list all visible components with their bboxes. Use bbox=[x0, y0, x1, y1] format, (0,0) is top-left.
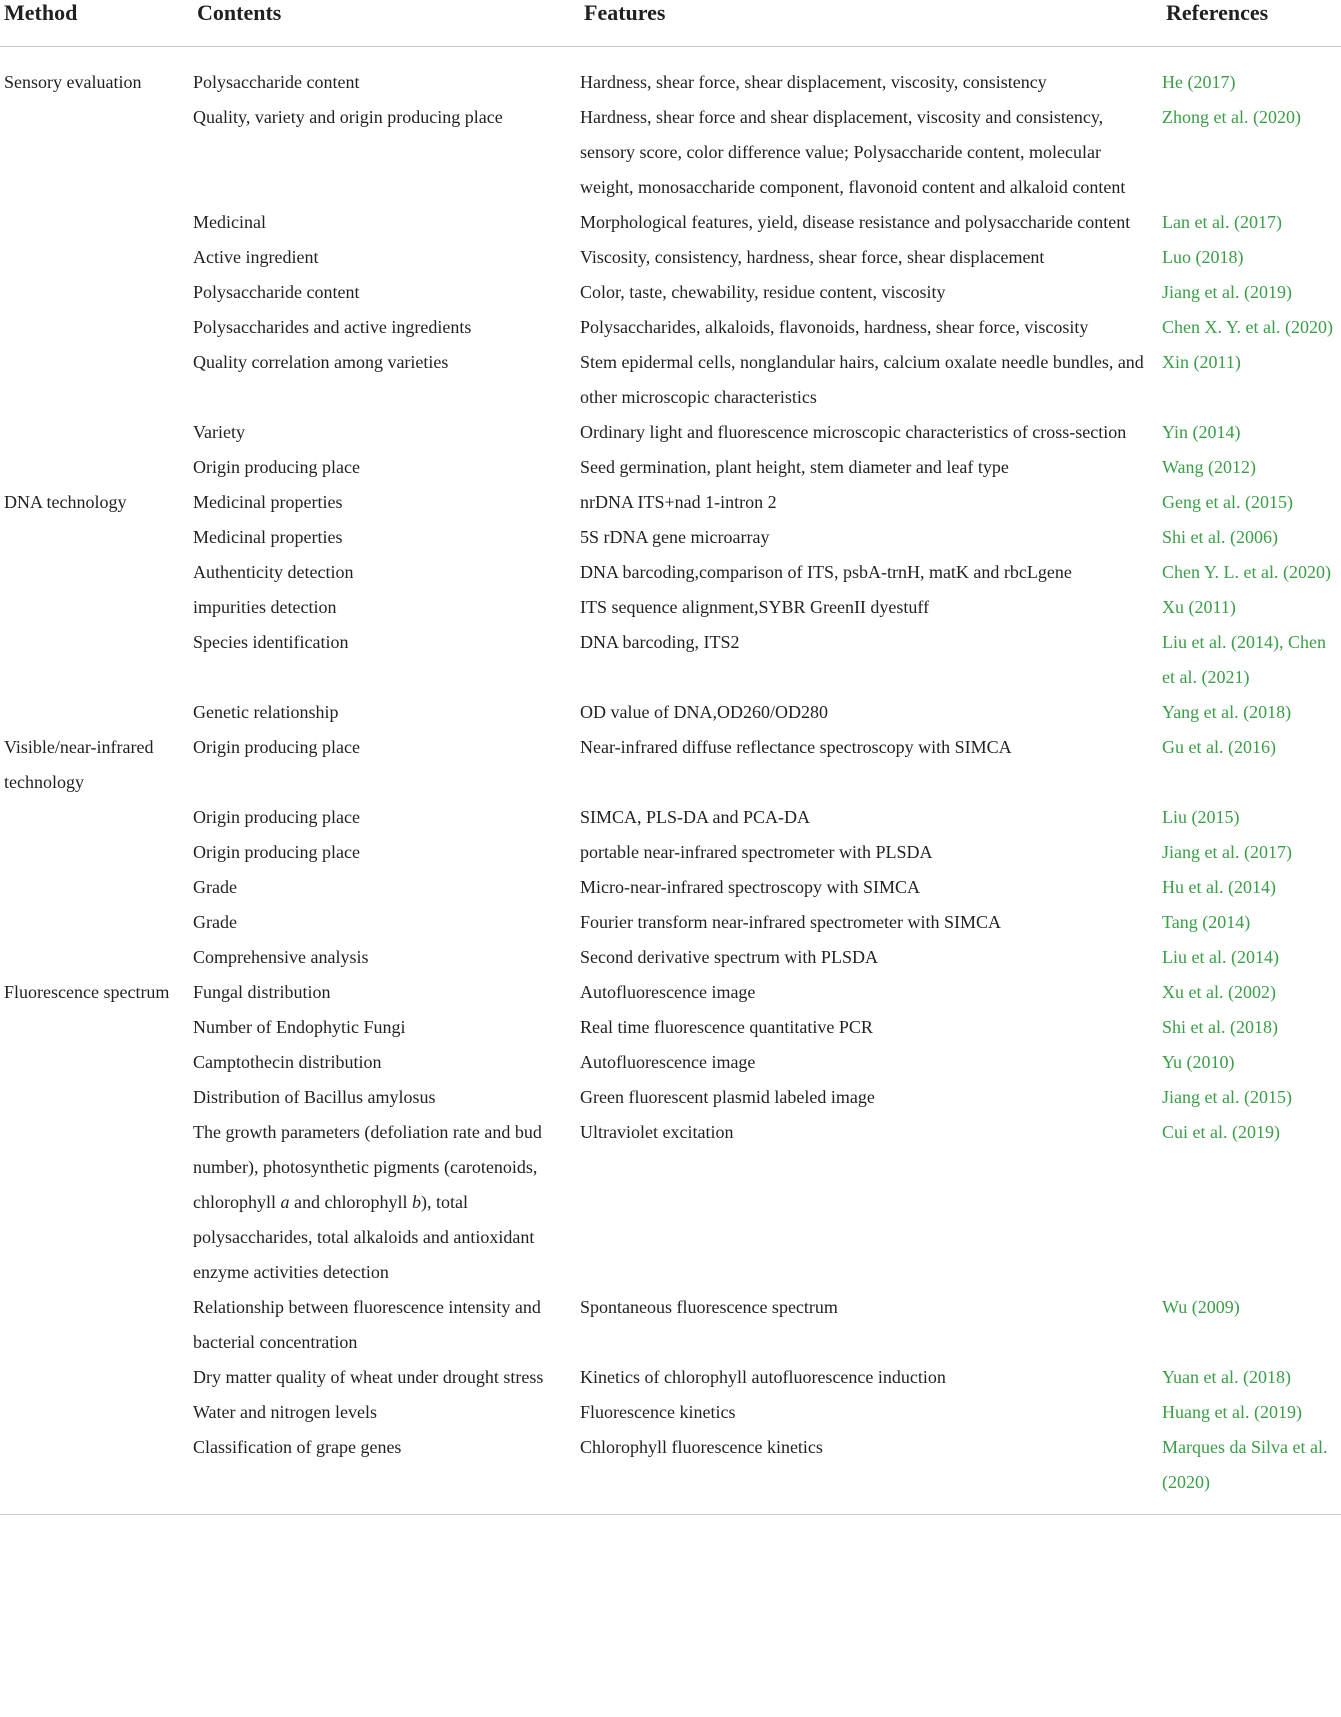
contents-cell: Medicinal properties bbox=[193, 527, 343, 547]
header-method: Method bbox=[0, 0, 193, 47]
contents-cell: Grade bbox=[193, 912, 237, 932]
method-cell bbox=[0, 870, 193, 905]
table-row bbox=[0, 870, 1341, 905]
method-cell bbox=[0, 905, 193, 940]
contents-cell: Quality, variety and origin producing place bbox=[193, 107, 503, 127]
table-body bbox=[0, 47, 1341, 1515]
features-cell: Seed germination, plant height, stem diameter and leaf type bbox=[580, 457, 1009, 477]
features-cell: Fourier transform near-infrared spectrometer with SIMCA bbox=[580, 912, 1002, 932]
reference-link[interactable]: Liu et al. (2014), Chen et al. (2021) bbox=[1162, 632, 1326, 687]
reference-link[interactable]: Shi et al. (2006) bbox=[1162, 527, 1278, 547]
reference-link[interactable]: Xu (2011) bbox=[1162, 597, 1236, 617]
table-row bbox=[0, 275, 1341, 310]
method-cell bbox=[0, 1115, 193, 1290]
reference-link[interactable]: Wang (2012) bbox=[1162, 457, 1257, 477]
features-cell: Polysaccharides, alkaloids, flavonoids, hardness, shear force, viscosity bbox=[580, 317, 1089, 337]
features-cell: Real time fluorescence quantitative PCR bbox=[580, 1017, 873, 1037]
table-row bbox=[0, 1290, 1341, 1360]
table-row bbox=[0, 345, 1341, 415]
method-cell bbox=[0, 205, 193, 240]
features-cell: Morphological features, yield, disease resistance and polysaccharide content bbox=[580, 212, 1131, 232]
features-cell: Autofluorescence image bbox=[580, 1052, 756, 1072]
features-cell: nrDNA ITS+nad 1-intron 2 bbox=[580, 492, 777, 512]
method-cell bbox=[0, 625, 193, 695]
table-row bbox=[0, 47, 1341, 101]
contents-cell: Species identification bbox=[193, 632, 349, 652]
reference-link[interactable]: Jiang et al. (2015) bbox=[1162, 1087, 1292, 1107]
features-cell: Hardness, shear force, shear displacement, viscosity, consistency bbox=[580, 72, 1047, 92]
features-cell: DNA barcoding,comparison of ITS, psbA-trnH, matK and rbcLgene bbox=[580, 562, 1072, 582]
contents-cell: Number of Endophytic Fungi bbox=[193, 1017, 406, 1037]
reference-link[interactable]: He (2017) bbox=[1162, 72, 1236, 92]
table-row bbox=[0, 975, 1341, 1010]
table-row bbox=[0, 1395, 1341, 1430]
contents-cell: Fungal distribution bbox=[193, 982, 331, 1002]
contents-cell: Polysaccharide content bbox=[193, 282, 360, 302]
features-cell: Viscosity, consistency, hardness, shear force, shear displacement bbox=[580, 247, 1045, 267]
features-cell: ITS sequence alignment,SYBR GreenII dyestuff bbox=[580, 597, 930, 617]
method-cell: Sensory evaluation bbox=[4, 72, 142, 92]
contents-cell: Quality correlation among varieties bbox=[193, 352, 449, 372]
reference-link[interactable]: Liu et al. (2014) bbox=[1162, 947, 1279, 967]
method-cell: Fluorescence spectrum bbox=[4, 982, 170, 1002]
reference-link[interactable]: Liu (2015) bbox=[1162, 807, 1240, 827]
features-cell: Ordinary light and fluorescence microscopic characteristics of cross-section bbox=[580, 422, 1127, 442]
method-cell bbox=[0, 1080, 193, 1115]
contents-cell: Classification of grape genes bbox=[193, 1430, 580, 1515]
features-cell: Micro-near-infrared spectroscopy with SIMCA bbox=[580, 877, 921, 897]
reference-link[interactable]: Cui et al. (2019) bbox=[1162, 1122, 1280, 1142]
method-cell: Visible/near-infrared technology bbox=[4, 737, 154, 792]
table-row bbox=[0, 1080, 1341, 1115]
reference-link[interactable]: Geng et al. (2015) bbox=[1162, 492, 1293, 512]
reference-link[interactable]: Yin (2014) bbox=[1162, 422, 1241, 442]
table-row bbox=[0, 310, 1341, 345]
reference-link[interactable]: Jiang et al. (2017) bbox=[1162, 842, 1292, 862]
method-cell bbox=[0, 450, 193, 485]
table-row bbox=[0, 520, 1341, 555]
contents-cell: impurities detection bbox=[193, 597, 337, 617]
contents-cell: Origin producing place bbox=[193, 737, 360, 757]
method-cell bbox=[0, 835, 193, 870]
method-cell bbox=[0, 1045, 193, 1080]
reference-link[interactable]: Chen X. Y. et al. (2020) bbox=[1162, 317, 1333, 337]
contents-cell: Relationship between fluorescence intensity and bacterial concentration bbox=[193, 1297, 541, 1352]
contents-cell: Grade bbox=[193, 877, 237, 897]
features-cell: OD value of DNA,OD260/OD280 bbox=[580, 702, 828, 722]
method-cell bbox=[0, 100, 193, 205]
table-row bbox=[0, 1045, 1341, 1080]
reference-link[interactable]: Tang (2014) bbox=[1162, 912, 1251, 932]
reference-link[interactable]: Huang et al. (2019) bbox=[1162, 1402, 1302, 1422]
table-row bbox=[0, 415, 1341, 450]
features-cell: Chlorophyll fluorescence kinetics bbox=[580, 1430, 1162, 1515]
reference-link[interactable]: Yuan et al. (2018) bbox=[1162, 1367, 1291, 1387]
contents-cell: Water and nitrogen levels bbox=[193, 1402, 377, 1422]
table-row bbox=[0, 485, 1341, 520]
method-cell bbox=[0, 695, 193, 730]
reference-link[interactable]: Wu (2009) bbox=[1162, 1297, 1240, 1317]
method-cell bbox=[0, 1430, 193, 1515]
table-row bbox=[0, 905, 1341, 940]
contents-cell: Origin producing place bbox=[193, 842, 360, 862]
header-contents: Contents bbox=[193, 0, 580, 47]
table-row bbox=[0, 450, 1341, 485]
reference-link[interactable]: Chen Y. L. et al. (2020) bbox=[1162, 562, 1331, 582]
features-cell: Near-infrared diffuse reflectance spectroscopy with SIMCA bbox=[580, 737, 1012, 757]
contents-cell: The growth parameters (defoliation rate and bud number), photosynthetic pigments (carotenoids, chlorophyll a and chlorophyll b), total polysaccharides, total alkaloids and antioxidant enzyme activities detection bbox=[193, 1122, 542, 1282]
table-row bbox=[0, 625, 1341, 695]
method-cell bbox=[0, 1360, 193, 1395]
method-cell bbox=[0, 1010, 193, 1045]
table-row bbox=[0, 695, 1341, 730]
features-cell: Autofluorescence image bbox=[580, 982, 756, 1002]
table-row bbox=[0, 240, 1341, 275]
table-row bbox=[0, 555, 1341, 590]
header-row bbox=[0, 0, 1341, 47]
features-cell: Ultraviolet excitation bbox=[580, 1122, 734, 1142]
features-cell: DNA barcoding, ITS2 bbox=[580, 632, 740, 652]
method-cell bbox=[0, 275, 193, 310]
contents-cell: Origin producing place bbox=[193, 807, 360, 827]
contents-cell: Genetic relationship bbox=[193, 702, 339, 722]
method-cell bbox=[0, 520, 193, 555]
features-cell: portable near-infrared spectrometer with PLSDA bbox=[580, 842, 933, 862]
reference-link[interactable]: Xin (2011) bbox=[1162, 352, 1241, 372]
method-cell: DNA technology bbox=[4, 492, 127, 512]
contents-cell: Comprehensive analysis bbox=[193, 947, 369, 967]
reference-link[interactable]: Gu et al. (2016) bbox=[1162, 737, 1276, 757]
method-cell bbox=[0, 310, 193, 345]
contents-cell: Dry matter quality of wheat under drought stress bbox=[193, 1367, 544, 1387]
reference-link[interactable]: Yu (2010) bbox=[1162, 1052, 1235, 1072]
table-row bbox=[0, 100, 1341, 205]
features-cell: Second derivative spectrum with PLSDA bbox=[580, 947, 878, 967]
table-row bbox=[0, 835, 1341, 870]
reference-link[interactable]: Hu et al. (2014) bbox=[1162, 877, 1276, 897]
table-row bbox=[0, 730, 1341, 800]
reference-link[interactable]: Jiang et al. (2019) bbox=[1162, 282, 1292, 302]
contents-cell: Distribution of Bacillus amylosus bbox=[193, 1087, 436, 1107]
table-row bbox=[0, 1360, 1341, 1395]
table-row bbox=[0, 800, 1341, 835]
reference-link[interactable]: Yang et al. (2018) bbox=[1162, 702, 1292, 722]
method-cell bbox=[0, 240, 193, 275]
header-references: References bbox=[1162, 0, 1341, 47]
reference-link[interactable]: Lan et al. (2017) bbox=[1162, 212, 1282, 232]
table-row bbox=[0, 1010, 1341, 1045]
features-cell: Spontaneous fluorescence spectrum bbox=[580, 1297, 838, 1317]
reference-link[interactable]: Luo (2018) bbox=[1162, 247, 1244, 267]
contents-cell: Camptothecin distribution bbox=[193, 1052, 382, 1072]
table-row bbox=[0, 1115, 1341, 1290]
contents-cell: Active ingredient bbox=[193, 247, 319, 267]
features-cell: Green fluorescent plasmid labeled image bbox=[580, 1087, 875, 1107]
contents-cell: Authenticity detection bbox=[193, 562, 354, 582]
method-cell bbox=[0, 345, 193, 415]
method-cell bbox=[0, 800, 193, 835]
contents-cell: Medicinal bbox=[193, 212, 266, 232]
method-cell bbox=[0, 415, 193, 450]
method-cell bbox=[0, 940, 193, 975]
method-cell bbox=[0, 1395, 193, 1430]
reference-link[interactable]: Xu et al. (2002) bbox=[1162, 982, 1276, 1002]
features-cell: Kinetics of chlorophyll autofluorescence induction bbox=[580, 1367, 946, 1387]
contents-cell: Polysaccharide content bbox=[193, 72, 360, 92]
features-cell: Color, taste, chewability, residue content, viscosity bbox=[580, 282, 946, 302]
contents-cell: Origin producing place bbox=[193, 457, 360, 477]
header-features: Features bbox=[580, 0, 1162, 47]
features-cell: Stem epidermal cells, nonglandular hairs, calcium oxalate needle bundles, and other microscopic characteristics bbox=[580, 352, 1144, 407]
reference-link[interactable]: Shi et al. (2018) bbox=[1162, 1017, 1278, 1037]
table-row bbox=[0, 940, 1341, 975]
table-row bbox=[0, 1430, 1341, 1515]
table-row bbox=[0, 590, 1341, 625]
method-cell bbox=[0, 555, 193, 590]
contents-cell: Medicinal properties bbox=[193, 492, 343, 512]
reference-link[interactable]: Marques da Silva et al. (2020) bbox=[1162, 1430, 1341, 1515]
features-cell: SIMCA, PLS-DA and PCA-DA bbox=[580, 807, 811, 827]
contents-cell: Variety bbox=[193, 422, 245, 442]
contents-cell: Polysaccharides and active ingredients bbox=[193, 317, 472, 337]
features-cell: 5S rDNA gene microarray bbox=[580, 527, 770, 547]
table-row bbox=[0, 205, 1341, 240]
reference-link[interactable]: Zhong et al. (2020) bbox=[1162, 107, 1301, 127]
features-cell: Hardness, shear force and shear displacement, viscosity and consistency, sensory score, color difference value; Polysaccharide content, molecular weight, monosaccharide component, flavonoid content and alkaloid content bbox=[580, 107, 1126, 197]
method-cell bbox=[0, 590, 193, 625]
features-cell: Fluorescence kinetics bbox=[580, 1402, 736, 1422]
method-cell bbox=[0, 1290, 193, 1360]
